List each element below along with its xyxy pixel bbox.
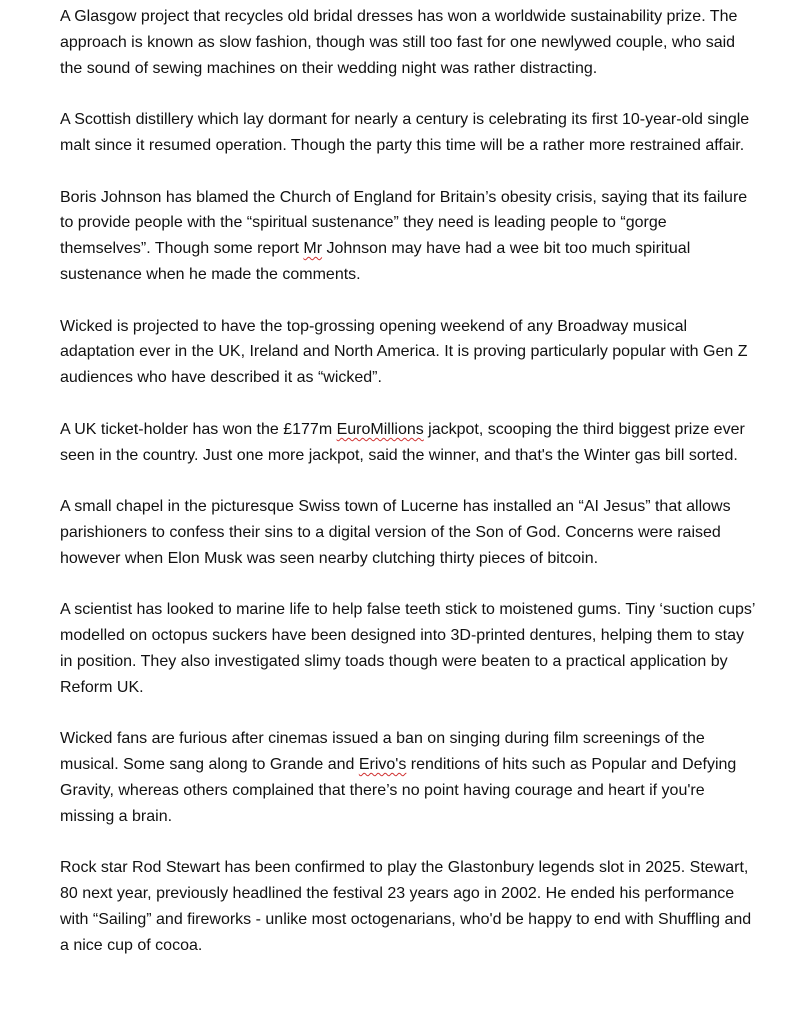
paragraph-text: renditions of hits such as Popular and Defying Gravity, whereas others complained that there’s no point having courage and heart if you're missing a brain. [60, 756, 737, 825]
paragraph-text: A UK ticket-holder has won the £177m [60, 420, 337, 438]
paragraph-euromillions [60, 417, 760, 469]
paragraph-ai-jesus [60, 494, 760, 571]
paragraph-text: A Glasgow project that recycles old bridal dresses has won a worldwide sustainability prize. The approach is known as slow fashion, though was still too fast for one newlywed couple, who said the sound of sewing machines on their wedding night was rather distracting. [60, 8, 738, 77]
paragraph-text: A scientist has looked to marine life to help false teeth stick to moistened gums. Tiny ‘suction cups’ modelled on octopus suckers have been designed into 3D-printed dentures, helping them to stay in position. They also investigated slimy toads though were beaten to a practical application by Reform UK. [60, 601, 755, 696]
paragraph-text: Wicked fans are furious after cinemas issued a ban on singing during film screenings of the musical. Some sang along to Grande and [60, 730, 705, 774]
spellcheck-flagged-word[interactable]: Mr [303, 240, 323, 258]
paragraph-text: Wicked is projected to have the top-grossing opening weekend of any Broadway musical adaptation ever in the UK, Ireland and North America. It is proving particularly popular with Gen Z audiences who have described it as “wicked”. [60, 317, 748, 387]
paragraph-false-teeth [60, 597, 760, 700]
paragraph-wicked-opening [60, 314, 760, 391]
paragraph-text: Rock star Rod Stewart has been confirmed to play the Glastonbury legends slot in 2025. Stewart, 80 next year, previously headlined the festival 23 years ago in 2002. He ended his performance with “Sailing” and fireworks - unlike most octogenarians, who'd be happy to end with Shuffling and a nice cup of cocoa. [60, 859, 752, 954]
paragraph-text: A Scottish distillery which lay dormant for nearly a century is celebrating its first 10-year-old single malt since it resumed operation. Though the party this time will be a rather more restrained affair. [60, 111, 750, 154]
paragraph-text: jackpot, scooping the third biggest prize ever seen in the country. Just one more jackpot, said the winner, and that's the Winter gas bill sorted. [60, 420, 745, 464]
paragraph-bridal-dresses [60, 4, 760, 81]
paragraph-rod-stewart [60, 855, 760, 958]
paragraph-text: Boris Johnson has blamed the Church of England for Britain’s obesity crisis, saying that its failure to provide people with the “spiritual sustenance” they need is leading people to “gorge themselves”. Though some report [60, 188, 748, 258]
paragraph-distillery [60, 107, 760, 159]
paragraph-text: A small chapel in the picturesque Swiss town of Lucerne has installed an “AI Jesus” that allows parishioners to confess their sins to a digital version of the Son of God. Concerns were raised however when Elon Musk was seen nearby clutching thirty pieces of bitcoin. [60, 498, 731, 567]
spellcheck-flagged-word[interactable]: EuroMillions [336, 420, 424, 438]
paragraph-boris-johnson [60, 185, 760, 288]
paragraph-wicked-singing-ban [60, 726, 760, 829]
paragraph-text: Johnson may have had a wee bit too much spiritual sustenance when he made the comments. [60, 240, 691, 283]
spellcheck-flagged-word[interactable]: Erivo's [358, 756, 407, 774]
document-page [60, 4, 760, 984]
